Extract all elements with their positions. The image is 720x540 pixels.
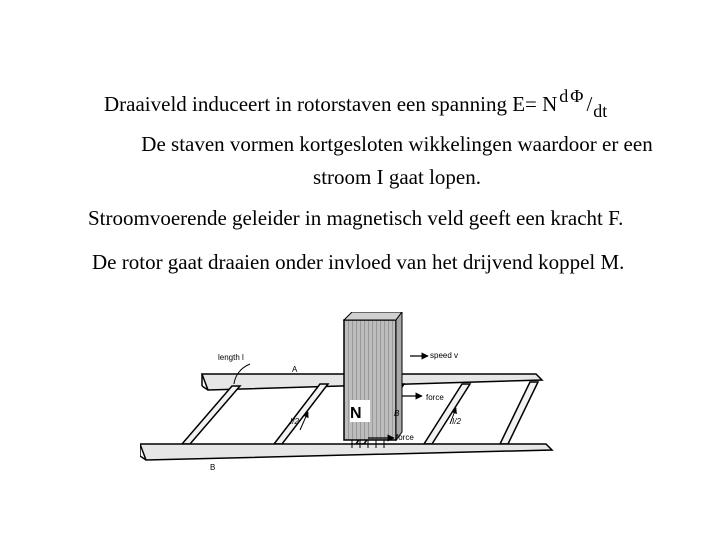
text-line-3: stroom I gaat lopen. [313, 165, 481, 189]
rail-b [140, 444, 552, 460]
formula-d: d [559, 86, 569, 106]
rail-a-label: A [292, 365, 298, 374]
force-label-bottom: force [396, 433, 414, 442]
current-label-left: I/2 [290, 417, 299, 426]
field-b-label: B [394, 409, 400, 418]
text-line-2: De staven vormen kortgesloten wikkelingen waardoor er een [141, 132, 653, 156]
text-line-5: De rotor gaat draaien onder invloed van het drijvend koppel M. [92, 250, 625, 274]
length-label: length l [218, 353, 244, 362]
rotor-bars-figure [140, 312, 560, 480]
formula-phi: Φ [570, 86, 584, 106]
formula-slash: / [586, 92, 593, 116]
formula-line [104, 86, 608, 121]
magnet-n-pole [344, 312, 402, 448]
formula-dt: dt [593, 101, 608, 121]
rail-b-label: B [210, 463, 216, 472]
force-label-top: force [426, 393, 444, 402]
line1-text: Draaiveld induceert in rotorstaven een spanning E= N [104, 92, 558, 116]
speed-label: speed v [430, 351, 459, 360]
text-line-4: Stroomvoerende geleider in magnetisch veld geeft een kracht F. [88, 206, 624, 230]
north-pole-label: N [350, 405, 362, 422]
current-label-right: I/2 [452, 417, 461, 426]
